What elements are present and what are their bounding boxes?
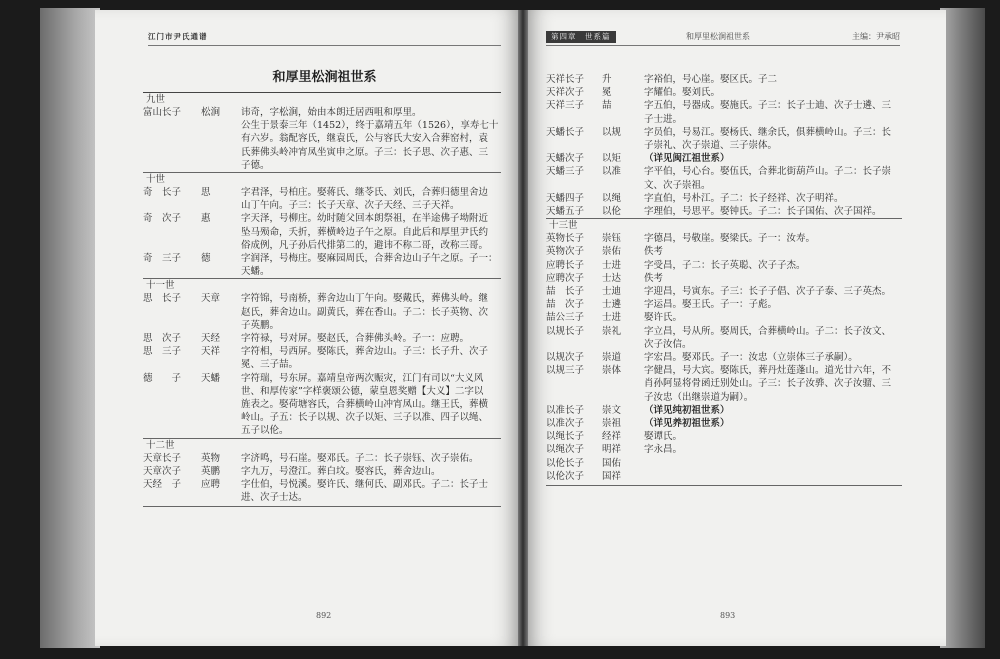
person-description: 字直伯，号朴江。子二：长子经祥、次子明祥。 [644, 192, 844, 204]
genealogy-row [143, 226, 501, 239]
genealogy-row [143, 159, 501, 172]
generation-heading: 十二世 [143, 438, 501, 452]
genealogy-row [143, 358, 501, 371]
person-description: 字仕伯，号悦溪。娶许氏、继何氏、副邓氏。子二：长子士 [241, 479, 489, 491]
lineage-position: 奇 次子 [143, 213, 182, 225]
person-description: 字君泽，号柏庄。娶蒋氏、继苓氏、刘氏，合葬归德里舍边 [241, 187, 489, 199]
person-description: 字耀伯。娶刘氏。 [644, 87, 721, 99]
lineage-position: 天蟠四子 [546, 192, 585, 204]
lineage-position-spacer [143, 385, 201, 398]
person-description: 有六岁。翁配容氏，继袁氏，公与容氏大安入合葬窑村，袁 [241, 133, 489, 145]
person-description: 字员伯，号易江。娶杨氏、继余氏，俱葬横岭山。子三：长 [644, 126, 892, 138]
page-title: 和厚里松涧祖世系 [272, 70, 377, 85]
genealogy-row [546, 152, 902, 165]
lineage-position: 以准长子 [546, 404, 585, 416]
lineage-position-spacer [546, 377, 602, 390]
genealogy-row [546, 351, 902, 364]
person-name: 冕 [602, 87, 612, 99]
person-name-spacer [201, 132, 241, 145]
person-description: （详见养初祖世系） [644, 418, 730, 430]
person-description: 赵氏，葬舍边山。副黄氏，葬在香山。子二：长子英物、次 [241, 306, 489, 318]
genealogy-row [546, 457, 902, 470]
genealogy-row [143, 146, 501, 159]
lineage-position-spacer [143, 119, 201, 132]
lineage-position-spacer [546, 113, 602, 126]
person-description: 公生于景泰三年（1452），终于嘉靖五年（1526），享寿七十 [241, 120, 499, 132]
lineage-position-spacer [546, 338, 602, 351]
person-name: 崇钰 [602, 233, 622, 245]
genealogy-row [143, 478, 501, 491]
person-name: 以准 [602, 166, 622, 178]
section-title-header: 和厚里松涧祖世系 [686, 32, 750, 41]
person-name-spacer [602, 391, 644, 404]
genealogy-row [546, 126, 902, 139]
genealogy-row [143, 199, 501, 212]
generation-heading: 十三世 [546, 218, 902, 232]
genealogy-row [546, 404, 902, 417]
person-description: 天蟠。 [241, 266, 270, 278]
editor-credit: 主编：尹承昭 [852, 32, 900, 41]
lineage-position: 思 长子 [143, 293, 182, 305]
lineage-position: 天蟠次子 [546, 153, 585, 165]
lineage-position-spacer [143, 159, 201, 172]
person-description: （详见闽江祖世系） [644, 153, 730, 165]
lineage-position: 以伦次子 [546, 470, 585, 482]
person-name: 天章 [201, 293, 221, 305]
right-page-number: 893 [720, 611, 736, 620]
lineage-position: 应聘长子 [546, 259, 585, 271]
genealogy-row [546, 311, 902, 324]
person-description: 字理伯，号思平。娶钟氏。子二：长子国佑、次子国祥。 [644, 206, 882, 218]
chapter-label: 第四章 世系篇 [546, 31, 616, 43]
person-description: 字健昌，号大宾。娶陈氏，葬丹灶莲蓬山。道光廿六年，不 [644, 365, 892, 377]
person-description: 字九万，号澄江。葬白坟。娶容氏，葬舍边山。 [241, 465, 441, 477]
person-description: 字润泽，号梅庄。娶麻园周氏，合葬舍边山子午之原。子一： [241, 253, 498, 265]
person-name-spacer [201, 239, 241, 252]
genealogy-row [546, 139, 902, 152]
genealogy-row [546, 272, 902, 285]
person-name: 思 [201, 187, 211, 199]
person-description: 肖孙阿显将骨函迁别处山。子三：长子汝骅、次子汝骝、三 [644, 378, 892, 390]
person-description: 字立昌，号从所。娶周氏，合葬横岭山。子二：长子汝文、 [644, 325, 892, 337]
person-description: 字迎昌，号寅东。子三：长子子倡、次子子泰、三子英杰。 [644, 286, 892, 298]
lineage-position: 天蟠长子 [546, 126, 585, 138]
genealogy-row [143, 106, 501, 119]
person-name: 士达 [602, 272, 622, 284]
person-name: 天蟠 [201, 372, 221, 384]
lineage-position: 德 子 [143, 372, 182, 384]
lineage-position: 英物次子 [546, 246, 585, 258]
lineage-position-spacer [143, 265, 201, 278]
person-description: 字符锦，号南桥，葬舍边山丁午向。娶戴氏，葬佛头岭。继 [241, 293, 489, 305]
person-name-spacer [602, 338, 644, 351]
person-name-spacer [201, 146, 241, 159]
person-name-spacer [201, 265, 241, 278]
person-description: 字五伯，号器成。娶施氏。子三：长子士迪、次子士遴、三 [644, 100, 892, 112]
lineage-position: 应聘次子 [546, 272, 585, 284]
person-name: 崇礼 [602, 325, 622, 337]
genealogy-row [546, 245, 902, 258]
person-name-spacer [201, 411, 241, 424]
person-name: 以伦 [602, 206, 622, 218]
genealogy-row [143, 424, 501, 437]
person-description: 字天泽，号柳庄。幼时随父回本朗祭祖，在半途佛子坳附近 [241, 213, 489, 225]
genealogy-row [143, 372, 501, 385]
lineage-position-spacer [546, 139, 602, 152]
genealogy-row [143, 345, 501, 358]
lineage-position: 奇 长子 [143, 187, 182, 199]
table-end-rule [546, 485, 902, 486]
lineage-position: 天蟠三子 [546, 166, 585, 178]
person-description: 字宏昌。娶邓氏。子一：汝忠（立崇体三子承嗣）。 [644, 352, 858, 364]
genealogy-row [546, 192, 902, 205]
person-description: 冕、三子喆。 [241, 359, 299, 371]
left-genealogy-table [143, 92, 501, 507]
person-description: 字受昌，子二：长子英聪、次子子杰。 [644, 259, 806, 271]
person-name: 以矩 [602, 153, 622, 165]
genealogy-row [143, 332, 501, 345]
person-name-spacer [602, 139, 644, 152]
lineage-position-spacer [143, 132, 201, 145]
right-genealogy-table [546, 73, 902, 486]
genealogy-row [546, 232, 902, 245]
person-name-spacer [201, 199, 241, 212]
genealogy-row [143, 491, 501, 504]
person-description [644, 457, 902, 470]
lineage-position: 天祥三子 [546, 100, 585, 112]
person-name-spacer [201, 385, 241, 398]
person-description: 旌表之。娶荷塘容氏，合葬横岭山冲宵凤山。继王氏，葬横 [241, 399, 489, 411]
person-description: 字符相，号西屏。娶陈氏，葬舍边山。子三：长子升、次子 [241, 346, 489, 358]
genealogy-row [143, 132, 501, 145]
genealogy-row [546, 377, 902, 390]
genealogy-row [143, 411, 501, 424]
person-description: 岭山。子五：长子以规、次子以矩、三子以准、四子以绳、 [241, 412, 489, 424]
person-name: 崇文 [602, 404, 622, 416]
genealogy-row [143, 239, 501, 252]
lineage-position: 思 三子 [143, 346, 182, 358]
person-description: 字德昌，号敬崖。娶梁氏。子一：汝寿。 [644, 233, 816, 245]
book-edge-left [40, 8, 100, 648]
person-name-spacer [201, 226, 241, 239]
lineage-position-spacer [143, 239, 201, 252]
genealogy-row [143, 252, 501, 265]
person-description: 字济鸣，号石崖。娶邓氏。子二：长子崇钰、次子崇佑。 [241, 452, 479, 464]
person-name: 德 [201, 253, 211, 265]
genealogy-row [143, 119, 501, 132]
genealogy-row [143, 319, 501, 332]
person-name: 崇祖 [602, 418, 622, 430]
lineage-position: 以准次子 [546, 418, 585, 430]
table-end-rule [143, 506, 501, 507]
genealogy-row [546, 73, 902, 86]
book-edge-right [940, 8, 985, 648]
person-description: 佚考 [644, 246, 664, 258]
person-description: 字符禄，号对屏。娶赵氏，合葬佛头岭。子一：应聘。 [241, 333, 470, 345]
lineage-position-spacer [546, 391, 602, 404]
person-name: 应聘 [201, 479, 221, 491]
genealogy-row [143, 265, 501, 278]
genealogy-row [143, 306, 501, 319]
left-running-header [148, 29, 501, 46]
person-name: 士进 [602, 259, 622, 271]
lineage-position: 英物长子 [546, 233, 585, 245]
lineage-position: 喆 次子 [546, 299, 585, 311]
genealogy-row [546, 298, 902, 311]
genealogy-row [546, 470, 902, 483]
lineage-position-spacer [143, 226, 201, 239]
person-name-spacer [201, 424, 241, 437]
person-description: 文、次子崇祖。 [644, 179, 711, 191]
generation-heading: 十一世 [143, 278, 501, 292]
lineage-position: 天祥长子 [546, 74, 585, 85]
person-name: 崇道 [602, 352, 622, 364]
lineage-position: 以规长子 [546, 325, 585, 337]
lineage-position-spacer [143, 411, 201, 424]
person-name-spacer [201, 358, 241, 371]
person-name-spacer [201, 159, 241, 172]
person-name-spacer [602, 179, 644, 192]
person-name: 英鹏 [201, 465, 221, 477]
left-page-number: 892 [316, 611, 332, 620]
genealogy-row [143, 398, 501, 411]
genealogy-row [546, 364, 902, 377]
lineage-position-spacer [143, 424, 201, 437]
book-spine [518, 10, 528, 646]
genealogy-row [546, 417, 902, 430]
genealogy-row [143, 385, 501, 398]
lineage-position: 天蟠五子 [546, 206, 585, 218]
lineage-position: 思 次子 [143, 333, 182, 345]
lineage-position: 天祥次子 [546, 87, 585, 99]
genealogy-row [546, 391, 902, 404]
genealogy-row [546, 99, 902, 112]
person-name-spacer [201, 306, 241, 319]
person-name: 天祥 [201, 346, 221, 358]
generation-heading: 九世 [143, 92, 501, 106]
person-description: 字裕伯，号心崖。娶区氏。子二 [644, 74, 778, 85]
person-description: 山丁午向。子三：长子天章、次子天经、三子天祥。 [241, 200, 460, 212]
person-name: 士迪 [602, 286, 622, 298]
person-name: 惠 [201, 213, 211, 225]
genealogy-row [143, 292, 501, 305]
genealogy-row [546, 113, 902, 126]
lineage-position: 天章次子 [143, 465, 182, 477]
lineage-position-spacer [143, 199, 201, 212]
person-name-spacer [602, 113, 644, 126]
generation-heading: 十世 [143, 172, 501, 186]
genealogy-row [143, 465, 501, 478]
genealogy-row [143, 186, 501, 199]
person-name: 升 [602, 74, 612, 85]
person-name-spacer [602, 377, 644, 390]
genealogy-row [143, 452, 501, 465]
lineage-position-spacer [143, 358, 201, 371]
person-name: 经祥 [602, 431, 622, 443]
lineage-position: 喆公三子 [546, 312, 585, 324]
genealogy-row [143, 212, 501, 225]
genealogy-row [546, 430, 902, 443]
person-name-spacer [201, 319, 241, 332]
person-name: 松涧 [201, 107, 221, 118]
person-name: 喆 [602, 100, 612, 112]
person-name: 士进 [602, 312, 622, 324]
lineage-position-spacer [143, 146, 201, 159]
genealogy-row [546, 259, 902, 272]
person-name-spacer [201, 491, 241, 504]
person-description: 字永昌。 [644, 444, 683, 456]
lineage-position-spacer [143, 491, 201, 504]
person-description: 字符瑞，号东屏。嘉靖皇帝两次赈灾，江门有司以“大义风 [241, 372, 484, 384]
person-description: 子士进。 [644, 113, 683, 125]
genealogy-row [546, 443, 902, 456]
person-name: 天经 [201, 333, 221, 345]
person-description: 娶谭氏。 [644, 431, 683, 443]
person-name: 以规 [602, 126, 622, 138]
person-name: 以绳 [602, 192, 622, 204]
genealogy-row [546, 165, 902, 178]
person-name: 英物 [201, 452, 221, 464]
book-title-label: 江门市尹氏通谱 [148, 32, 208, 41]
lineage-position: 富山长子 [143, 107, 182, 118]
person-description: 佚考 [644, 272, 664, 284]
genealogy-row [546, 205, 902, 218]
right-running-header [546, 29, 900, 46]
person-name: 国祥 [602, 470, 622, 482]
lineage-position: 天经 子 [143, 479, 182, 491]
person-description: 娶许氏。 [644, 312, 683, 324]
lineage-position-spacer [546, 179, 602, 192]
person-description: 俗成例，凡子孙后代排第二的，避讳不称二哥，改称三哥。 [241, 239, 489, 251]
person-description [644, 470, 902, 483]
person-description: 进、次子士达。 [241, 492, 308, 504]
person-description: 坠马殒命，夭折，葬横岭边子午之原。自此后和厚里尹氏约 [241, 226, 489, 238]
lineage-position: 以规次子 [546, 352, 585, 364]
genealogy-row [546, 338, 902, 351]
lineage-position: 奇 三子 [143, 253, 182, 265]
lineage-position: 以绳长子 [546, 431, 585, 443]
lineage-position-spacer [143, 306, 201, 319]
person-description: 氏葬佛头岭冲宵凤坐寅申之原。子三：长子思、次子惠、三 [241, 146, 489, 158]
genealogy-row [546, 325, 902, 338]
lineage-position-spacer [143, 319, 201, 332]
genealogy-row [546, 285, 902, 298]
lineage-position: 以规三子 [546, 365, 585, 377]
lineage-position: 以绳次子 [546, 444, 585, 456]
person-name-spacer [201, 119, 241, 132]
person-description: 讳奇，字松涧，始由本朗迁居西咀和厚里。 [241, 107, 422, 118]
person-description: 子崇礼、次子崇道、三子崇体。 [644, 140, 778, 152]
lineage-position: 喆 长子 [546, 286, 585, 298]
person-name: 崇体 [602, 365, 622, 377]
person-name: 明祥 [602, 444, 622, 456]
person-name-spacer [201, 398, 241, 411]
genealogy-row [546, 179, 902, 192]
person-description: 子英鹏。 [241, 319, 280, 331]
genealogy-row [546, 86, 902, 99]
lineage-position: 天章长子 [143, 452, 182, 464]
person-description: 字运昌。娶王氏。子一：子彪。 [644, 299, 778, 311]
person-description: 世、和厚传家”字样褒颂公德，蒙皇恩奖赠【大义】二字以 [241, 385, 484, 397]
person-description: 次子汝信。 [644, 338, 692, 350]
person-name: 士遴 [602, 299, 622, 311]
lineage-position: 以伦长子 [546, 457, 585, 469]
person-name: 国佑 [602, 457, 622, 469]
person-description: 字平伯，号心台。娶伍氏，合葬北街葫芦山。子二：长子崇 [644, 166, 892, 178]
person-description: 五子以伦。 [241, 425, 289, 437]
person-description: 子汝忠（出继崇道为嗣）。 [644, 391, 754, 403]
lineage-position-spacer [143, 398, 201, 411]
person-name: 崇佑 [602, 246, 622, 258]
person-description: （详见纯初祖世系） [644, 404, 730, 416]
person-description: 子德。 [241, 159, 270, 171]
